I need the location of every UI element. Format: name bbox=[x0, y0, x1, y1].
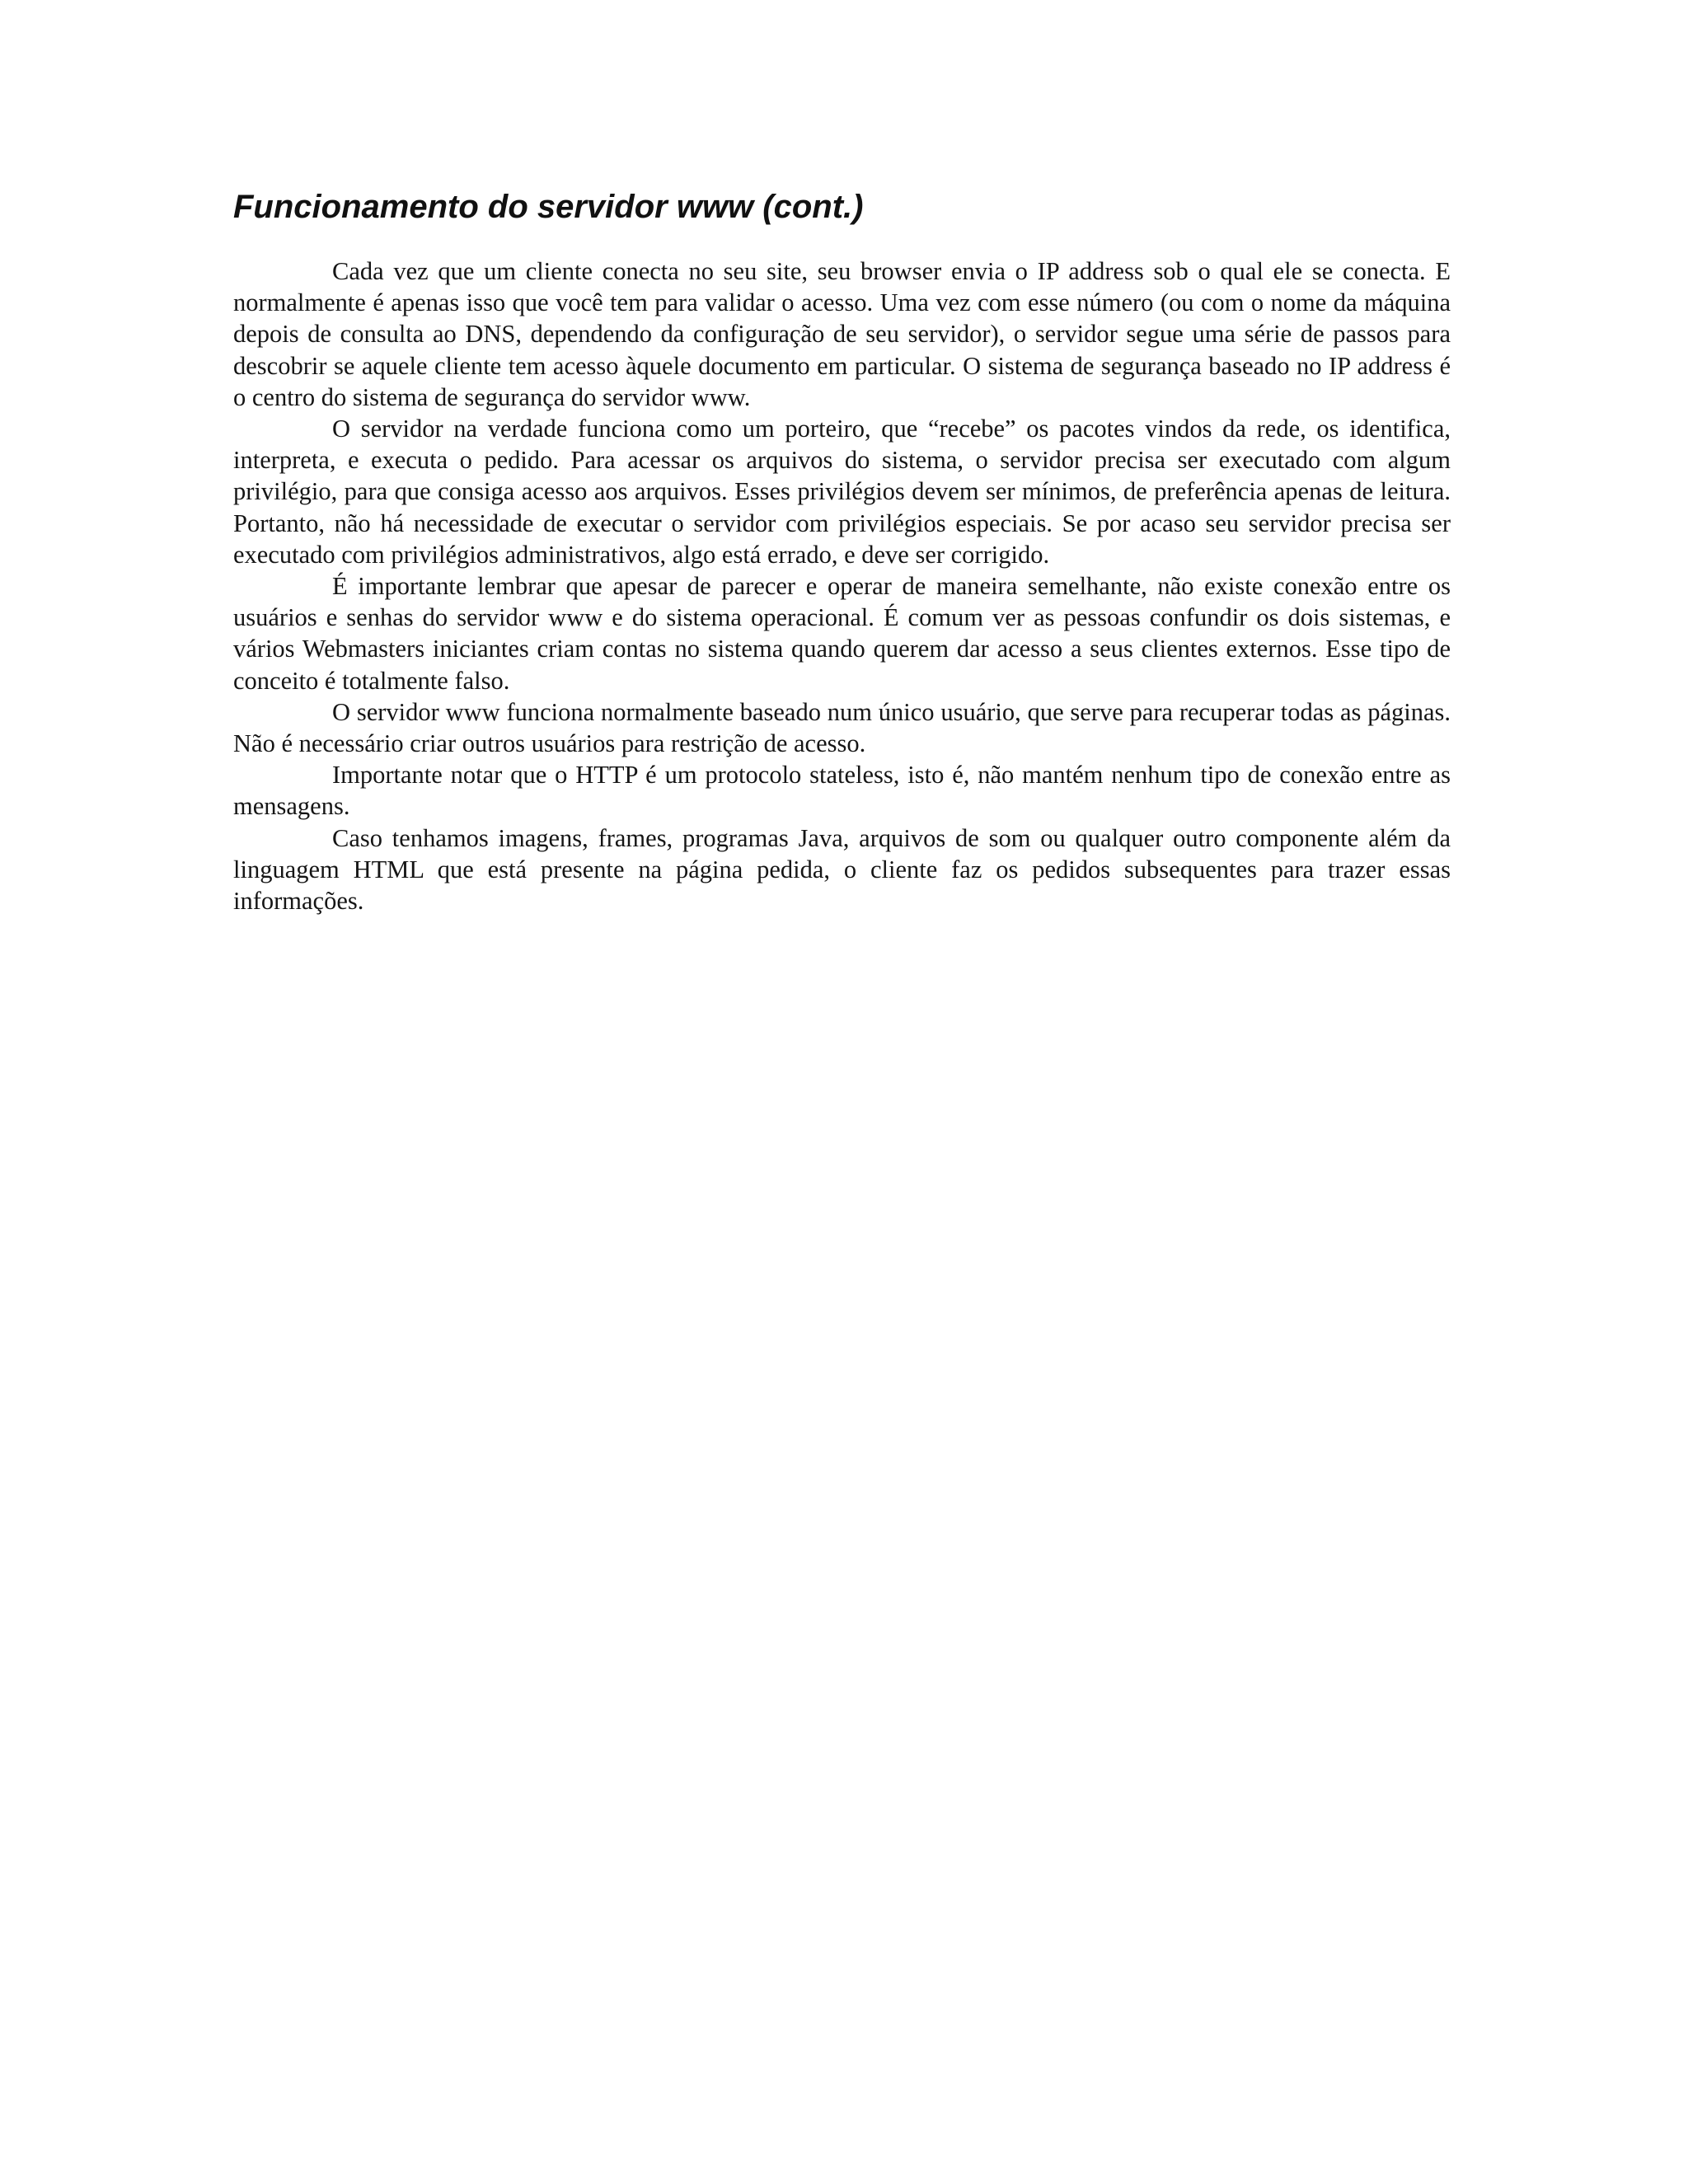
paragraph-server-porter: O servidor na verdade funciona como um porteiro, que “recebe” os pacotes vindos da rede, os identifica, interpreta, e executa o pedido. Para acessar os arquivos do sistema, o servidor precisa ser executado com algum privilégio, para que consiga acesso aos arquivos. Esses privilégios devem ser mínimos, de preferência apenas de leitura. Portanto, não há necessidade de executar o servidor com privilégios especiais. Se por acaso seu servidor precisa ser executado com privilégios administrativos, algo está errado, e deve ser corrigido. bbox=[233, 415, 1451, 569]
paragraph-http-stateless: Importante notar que o HTTP é um protocolo stateless, isto é, não mantém nenhum tipo de conexão entre as mensagens. bbox=[233, 761, 1451, 821]
document-content bbox=[233, 188, 1451, 916]
paragraph-single-user: O servidor www funciona normalmente baseado num único usuário, que serve para recuperar todas as páginas. Não é necessário criar outros usuários para restrição de acesso. bbox=[233, 697, 1451, 758]
paragraph-users-passwords: É importante lembrar que apesar de parecer e operar de maneira semelhante, não existe conexão entre os usuários e senhas do servidor www e do sistema operacional. É comum ver as pessoas confundir os dois sistemas, e vários Webmasters iniciantes criam contas no sistema quando querem dar acesso a seus clientes externos. Esse tipo de conceito é totalmente falso. bbox=[233, 572, 1451, 695]
document-title: Funcionamento do servidor www (cont.) bbox=[233, 189, 864, 225]
paragraph-ip-address: Cada vez que um cliente conecta no seu site, seu browser envia o IP address sob o qual ele se conecta. E normalmente é apenas isso que você tem para validar o acesso. Uma vez com esse número (ou com o nome da máquina depois de consulta ao DNS, dependendo da configuração de seu servidor), o servidor segue uma série de passos para descobrir se aquele cliente tem acesso àquele documento em particular. O sistema de segurança baseado no IP address é o centro do sistema de segurança do servidor www. bbox=[233, 257, 1451, 411]
paragraph-subsequent-requests: Caso tenhamos imagens, frames, programas Java, arquivos de som ou qualquer outro componente além da linguagem HTML que está presente na página pedida, o cliente faz os pedidos subsequentes para trazer essas informações. bbox=[233, 823, 1451, 916]
